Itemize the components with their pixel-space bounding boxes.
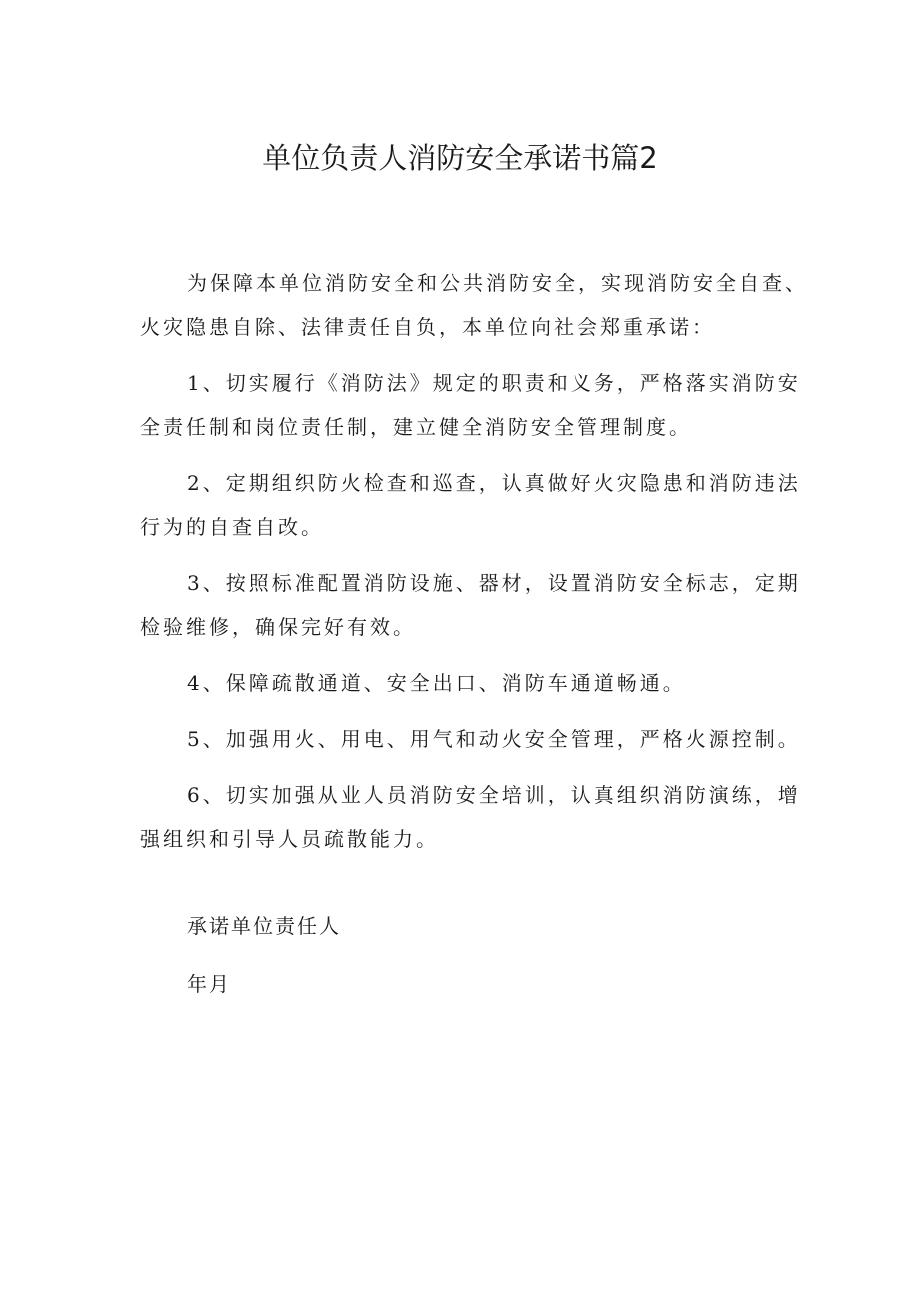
paragraph-item-6: 6、切实加强从业人员消防安全培训，认真组织消防演练，增强组织和引导人员疏散能力。 — [140, 783, 801, 851]
date-label: 年月 — [187, 972, 231, 996]
responsible-person-label: 承诺单位责任人 — [187, 914, 341, 938]
signature-block — [187, 904, 341, 1020]
paragraph-intro: 为保障本单位消防安全和公共消防安全，实现消防安全自查、火灾隐患自除、法律责任自负，本单位向社会郑重承诺： — [140, 271, 808, 339]
paragraph-item-2: 2、定期组织防火检查和巡查，认真做好火灾隐患和消防违法行为的自查自改。 — [140, 471, 801, 539]
paragraph-item-1: 1、切实履行《消防法》规定的职责和义务，严格落实消防安全责任制和岗位责任制，建立健全消防安全管理制度。 — [140, 371, 801, 439]
paragraph-item-3: 3、按照标准配置消防设施、器材，设置消防安全标志，定期检验维修，确保完好有效。 — [140, 571, 801, 639]
paragraph-item-4: 4、保障疏散通道、安全出口、消防车通道畅通。 — [187, 671, 686, 695]
paragraph-item-5: 5、加强用火、用电、用气和动火安全管理，严格火源控制。 — [187, 727, 801, 751]
document-body — [140, 261, 820, 873]
document-title: 单位负责人消防安全承诺书篇2 — [262, 141, 658, 175]
